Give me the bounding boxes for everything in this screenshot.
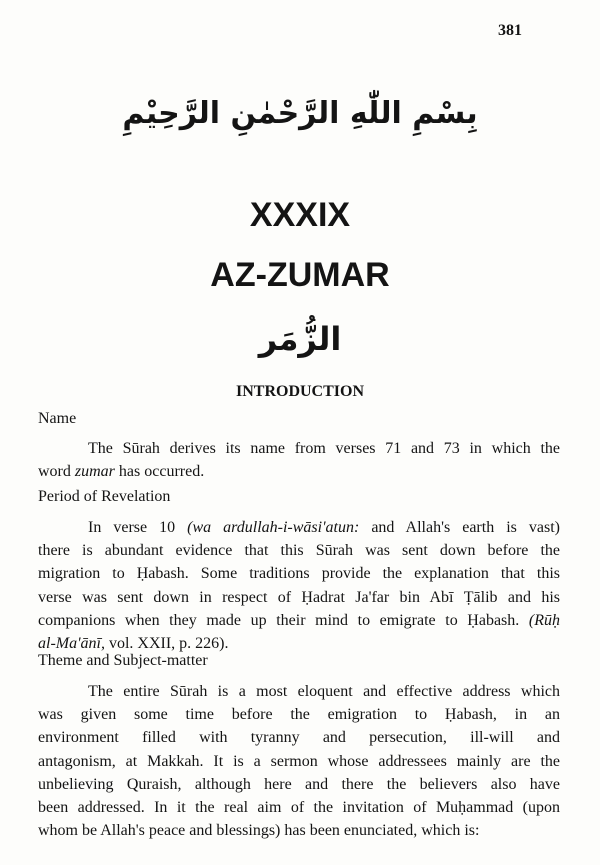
text-line: whom be Allah's peace and blessings) has been enunciated, which is: <box>38 822 480 840</box>
page-number: 381 <box>498 22 522 39</box>
introduction-heading: INTRODUCTION <box>235 383 364 400</box>
text-line: environment filled with tyranny and persecution, ill-will and <box>38 729 560 747</box>
section-body-theme <box>38 680 560 842</box>
section-heading-name: Name <box>38 410 77 427</box>
text-line: been addressed. In it the real aim of the invitation of Muḥammad (upon <box>38 799 560 817</box>
text-line: word zumar has occurred. <box>38 463 205 481</box>
section-body-period <box>38 516 560 655</box>
text-line: there is abundant evidence that this Sūrah was sent down before the <box>38 542 560 560</box>
surah-name-arabic: الزُّمَر <box>258 320 342 358</box>
text-line: al-Ma'ānī, vol. XXII, p. 226). <box>38 635 229 653</box>
text-line: migration to Ḥabash. Some traditions provide the explanation that this <box>38 565 560 583</box>
section-body-name <box>38 437 560 483</box>
section-heading-theme: Theme and Subject-matter <box>38 652 208 669</box>
text-line: antagonism, at Makkah. It is a sermon whose addressees mainly are the <box>38 752 560 770</box>
text-line: The Sūrah derives its name from verses 71 and 73 in which the <box>88 440 560 457</box>
text-line: The entire Sūrah is a most eloquent and effective address which <box>88 683 560 700</box>
section-heading-period: Period of Revelation <box>38 488 171 505</box>
basmala: بِسْمِ اللّٰهِ الرَّحْمٰنِ الرَّحِيْمِ <box>122 96 478 131</box>
text-line: companions when they made up their mind to emigrate to Ḥabash. (Rūḥ <box>38 611 560 629</box>
text-line: In verse 10 (wa ardullah-i-wāsi'atun: and Allah's earth is vast) <box>88 519 560 536</box>
text-line: verse was sent down in respect of Ḥadrat Ja'far bin Abī Ṭālib and his <box>38 588 560 606</box>
surah-name: AZ-ZUMAR <box>210 256 390 294</box>
text-line: unbelieving Quraish, although here and there the believers also have <box>38 775 560 793</box>
surah-number: XXXIX <box>249 196 351 234</box>
text-line: was given some time before the emigration to Ḥabash, in an <box>38 706 560 724</box>
